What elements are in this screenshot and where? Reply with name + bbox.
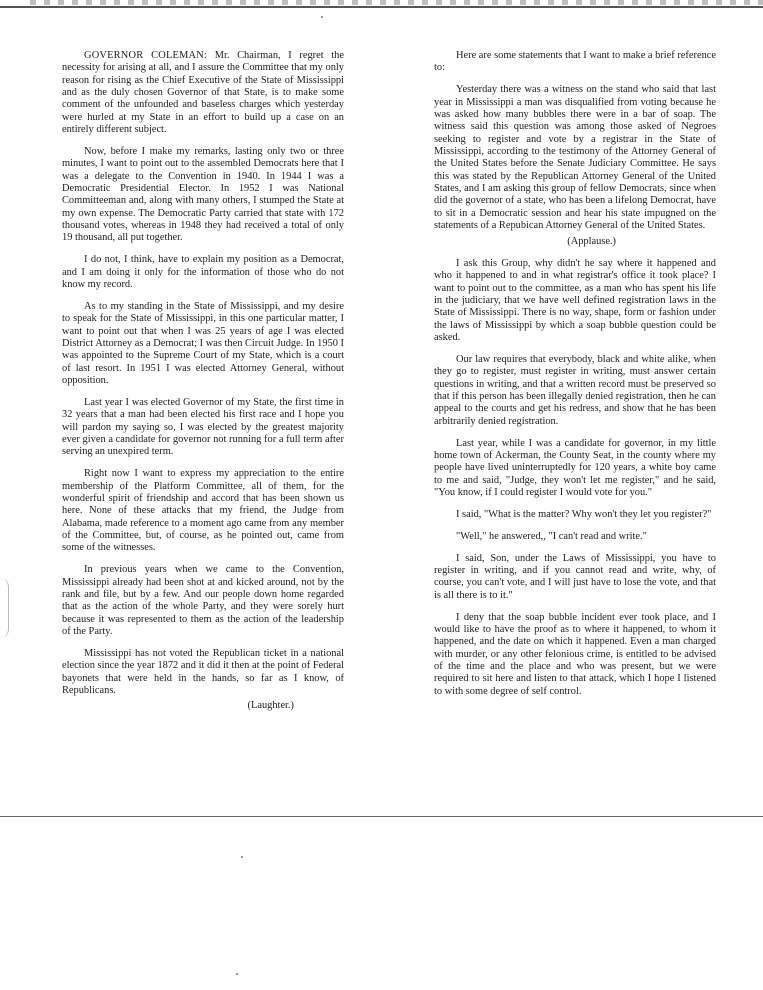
left-text-column: [62, 50, 344, 722]
bottom-rule: [0, 816, 763, 817]
paragraph: I deny that the soap bubble incident ever took place, and I would like to have the proof as to where it happened, to whom it happened, and the date on which it happened. Even a man charged with murder, or any other felonious crime, is entitled to be advised of the time and the place and who was present, but we were required to sit here and listen to that attack, which I hope I listened to with some degree of self control.: [434, 611, 716, 697]
paragraph-text: Mr. Chairman, I regret the necessity for arising at all, and I assure the Committee that my only reason for rising as the Chief Executive of the State of Mississippi and as the duly chosen Governor of that State, is to make some comment of the unfounded and baseless charges which yesterday were hurled at my State in an effort to build up a case on an entirely different subject.: [62, 50, 344, 136]
paragraph: Mississippi has not voted the Republican ticket in a national election since the year 1872 and it did it then at the point of Federal bayonets that were held in the hands, so far as I know, of Republicans.: [62, 647, 344, 696]
right-text-column: [434, 50, 716, 708]
paragraph: Here are some statements that I want to make a brief reference to:: [434, 50, 716, 74]
paragraph: As to my standing in the State of Mississippi, and my desire to speak for the State of Mississippi, in this one particular matter, I want to point out that when I was 25 years of age I was elected District Attorney as a Democrat; I was then Circuit Judge. In 1950 I was appointed to the Supreme Court of my State, which is a court of last resort. In 1951 I was elected Attorney General, without opposition.: [62, 300, 344, 387]
top-rule: [0, 6, 763, 8]
paragraph: Last year I was elected Governor of my State, the first time in 32 years that a man had been elected his first race and I hope you will pardon my saying so, I was elected by the greatest majority ever given a candidate for governor not running for a full term after serving an unexpired term.: [62, 396, 344, 458]
paragraph: Right now I want to express my appreciation to the entire membership of the Platform Committee, all of them, for the wonderful spirit of friendship and accord that has been shown us here. None of these attacks that my friend, the Judge from Alabama, made reference to a moment ago came from any member of the Committee, but, of course, as he pointed out, came from some of the witnesses.: [62, 468, 344, 554]
paragraph: "Well," he answered,, "I can't read and write.": [456, 530, 647, 542]
paragraph: I ask this Group, why didn't he say where it happened and who it happened to and in what registrar's office it took place? I want to point out to the committee, as a man who has spent his life in the judiciary, that we have well defined registration laws in the State of Mississippi. There is no way, shape, form or fashion under the laws of Mississippi by which a soap bubble question could be asked.: [434, 257, 716, 343]
paragraph: Yesterday there was a witness on the stand who said that last year in Mississippi a man was disqualified from voting because he was asked how many bubbles there were in a bar of soap. The witness said this question was among those asked of Negroes seeking to register and vote by a registrar in the State of Mississippi, according to the testimony of the Attorney General of the United States before the Senate Judiciary Committee. He says this was stated by the Republican Attorney General of the United States, and I am asking this group of fellow Democrats, since when did the governor of a state, who has been a lifelong Democrat, have to sit in a Democratic session and hear his state impugned on the statements of a Repubican Attorney General of the United States.: [434, 84, 716, 232]
paragraph: Last year, while I was a candidate for governor, in my little home town of Ackerman, the County Seat, in the county where my people have lived uninterruptedly for 120 years, a white boy came to me and said, "Judge, they won't let me register," and he said, "You know, if I could register I would vote for you.": [434, 437, 716, 498]
stage-direction-applause: (Applause.): [567, 236, 616, 247]
scan-speck: [321, 16, 323, 18]
stage-direction-laughter: (Laughter.): [247, 699, 294, 711]
scan-speck: [236, 973, 238, 975]
paragraph: I said, Son, under the Laws of Mississippi, you have to register in writing, and if you cannot read and write, why, of course, you can't vote, and I will just have to lose the vote, and that is all there is to it.": [434, 552, 716, 601]
speaker-name: GOVERNOR COLEMAN:: [84, 50, 208, 61]
paragraph: I do not, I think, have to explain my position as a Democrat, and I am doing it only for the information of those who do not know my record.: [62, 254, 344, 291]
top-edge-marks: [30, 0, 763, 5]
paragraph: Now, before I make my remarks, lasting only two or three minutes, I want to point out to the assembled Democrats here that I was a delegate to the Convention in 1940. In 1944 I was a Democratic Presidential Elector. In 1952 I was National Committeeman and, along with many others, I stumped the State at my own expense. The Democratic Party carried that state with 172 thousand votes, whereas in 1948 they had received a total of only 19 thousand, all put together.: [62, 146, 344, 244]
paragraph: In previous years when we came to the Convention, Mississippi already had been shot at and kicked around, not by the rank and file, but by a few. And our people down home regarded that as the action of the whole Party, and they were sorely hurt because it was represented to them as the action of the leadership of the Party.: [62, 564, 344, 637]
paragraph: Our law requires that everybody, black and white alike, when they go to register, must register in writing, must answer certain questions in writing, and that a written record must be preserved so that if this person has been illegally denied registration, then he can appeal to the courts and get his redress, and show that he has been arbitrarily denied registration.: [434, 353, 716, 427]
margin-scan-mark: [0, 578, 9, 638]
scan-speck: [241, 856, 243, 858]
paragraph: I said, "What is the matter? Why won't they let you register?": [456, 508, 712, 520]
paragraph: [62, 50, 344, 136]
